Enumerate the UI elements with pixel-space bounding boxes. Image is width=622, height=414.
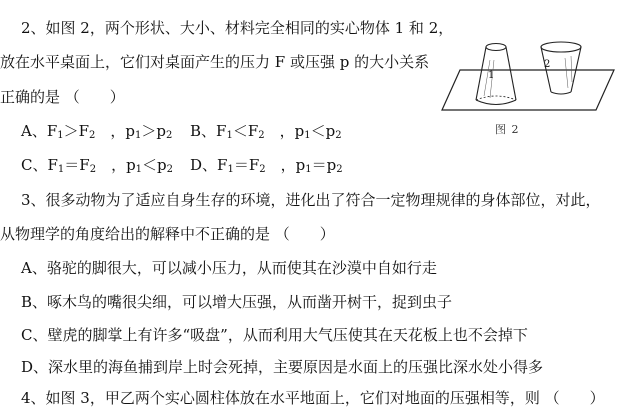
q2-option-d[interactable]: D、$F_1=F_2$ ，$p_1=p_2$ <box>190 156 343 175</box>
q3-option-d[interactable]: D、深水里的海鱼捕到岸上时会死掉，主要原因是水面上的压强比深水处小得多 <box>21 358 544 376</box>
q3-line-2: 从物理学的角度给出的解释中不正确的是 （ ） <box>0 225 335 243</box>
q3-option-b[interactable]: B、啄木鸟的嘴很尖细，可以增大压强，从而凿开树干，捉到虫子 <box>21 293 453 311</box>
q4-line-1: 4、如图 3，甲乙两个实心圆柱体放在水平地面上，它们对地面的压强相等，则 （ ） <box>21 389 605 407</box>
q2-option-c[interactable]: C、$F_1=F_2$ ，$p_1<p_2$ <box>21 156 174 175</box>
q2-line-3: 正确的是 （ ） <box>0 88 125 106</box>
q2-line-1: 2、如图 2，两个形状、大小、材料完全相同的实心物体 1 和 2， <box>21 19 454 37</box>
q2-option-b[interactable]: B、$F_1<F_2$ ，$p_1<p_2$ <box>190 122 342 141</box>
object-2-label: 2 <box>544 59 551 70</box>
q2-line-2: 放在水平桌面上，它们对桌面产生的压力 F 或压强 p 的大小关系 <box>0 53 430 71</box>
q2-option-a[interactable]: A、$F_1>F_2$ ，$p_1>p_2$ <box>21 122 173 141</box>
q3-line-1: 3、很多动物为了适应自身生存的环境，进化出了符合一定物理规律的身体部位，对此， <box>21 191 601 209</box>
object-1-label: 1 <box>488 70 495 81</box>
object-2-frustum <box>541 42 581 94</box>
q3-option-a[interactable]: A、骆驼的脚很大，可以减小压力，从而使其在沙漠中自如行走 <box>21 259 437 277</box>
figure-2-caption: 图 2 <box>495 123 520 136</box>
q3-option-c[interactable]: C、壁虎的脚掌上有许多“吸盘”，从而利用大气压使其在天花板上也不会掉下 <box>21 326 528 344</box>
figure-2-diagram <box>438 30 618 140</box>
object-1-frustum <box>476 44 516 105</box>
table-surface <box>442 70 614 110</box>
